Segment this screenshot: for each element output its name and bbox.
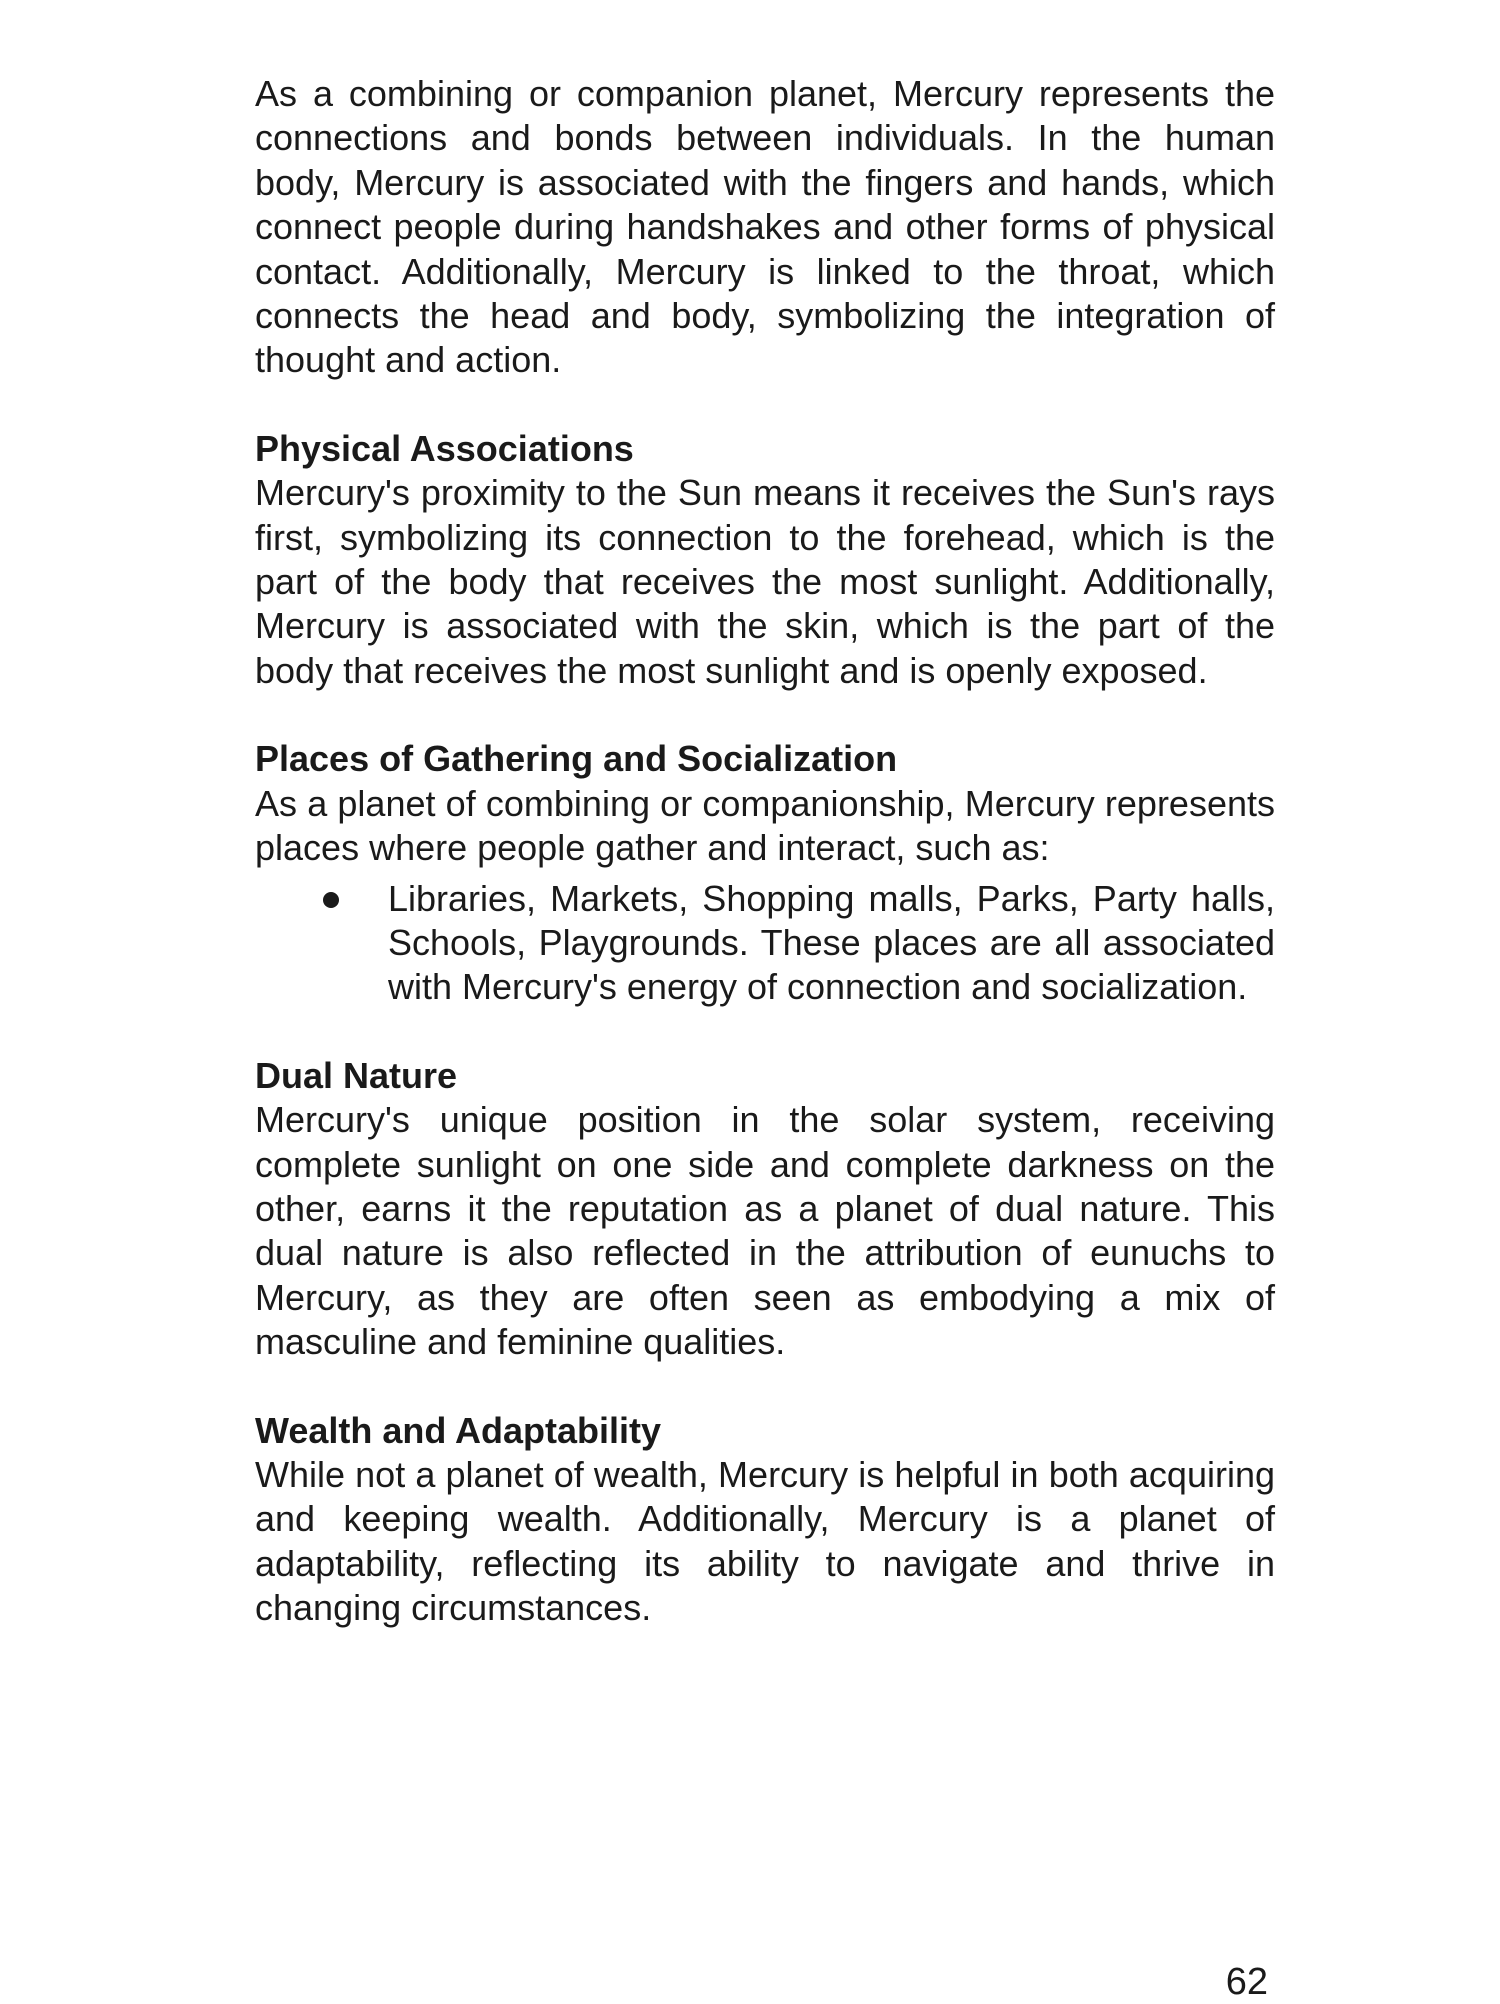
section-heading: Dual Nature xyxy=(255,1054,458,1096)
section-heading: Physical Associations xyxy=(255,427,634,469)
bullet-list xyxy=(255,877,1275,1010)
section-places-of-gathering xyxy=(255,737,1275,1009)
section-body: While not a planet of wealth, Mercury is helpful in both acquiring and keeping wealth. Additionally, Mercury is a planet of adaptability, reflecting its ability to navigate and thrive in changing circumstances. xyxy=(255,1453,1275,1629)
section-body: Mercury's proximity to the Sun means it receives the Sun's rays first, symbolizing its connection to the forehead, which is the part of the body that receives the most sunlight. Additionally, Mercury is associated with the skin, which is the part of the body that receives the most sunlight and is openly exposed. xyxy=(255,472,1275,691)
page-number: 62 xyxy=(1225,1961,1268,2003)
list-item xyxy=(255,877,1275,1010)
section-dual-nature xyxy=(255,1054,1275,1365)
section-wealth-and-adaptability xyxy=(255,1409,1275,1631)
section-heading: Wealth and Adaptability xyxy=(255,1409,662,1451)
intro-paragraph: As a combining or companion planet, Mercury represents the connections and bonds between individuals. In the human body, Mercury is associated with the fingers and hands, which connect people during handshakes and other forms of physical contact. Additionally, Mercury is linked to the throat, which connects the head and body, symbolizing the integration of thought and action. xyxy=(255,73,1275,381)
page-content xyxy=(255,72,1275,1631)
bullet-icon xyxy=(323,892,339,908)
section-physical-associations xyxy=(255,427,1275,693)
list-item-text: Libraries, Markets, Shopping malls, Parks, Party halls, Schools, Playgrounds. These places are all associated with Mercury's energy of connection and socialization. xyxy=(388,877,1275,1008)
section-body: Mercury's unique position in the solar system, receiving complete sunlight on one side and complete darkness on the other, earns it the reputation as a planet of dual nature. This dual nature is also reflected in the attribution of eunuchs to Mercury, as they are often seen as embodying a mix of masculine and feminine qualities. xyxy=(255,1099,1275,1363)
section-heading: Places of Gathering and Socialization xyxy=(255,738,898,780)
section-body: As a planet of combining or companionship, Mercury represents places where people gather and interact, such as: xyxy=(255,782,1275,869)
